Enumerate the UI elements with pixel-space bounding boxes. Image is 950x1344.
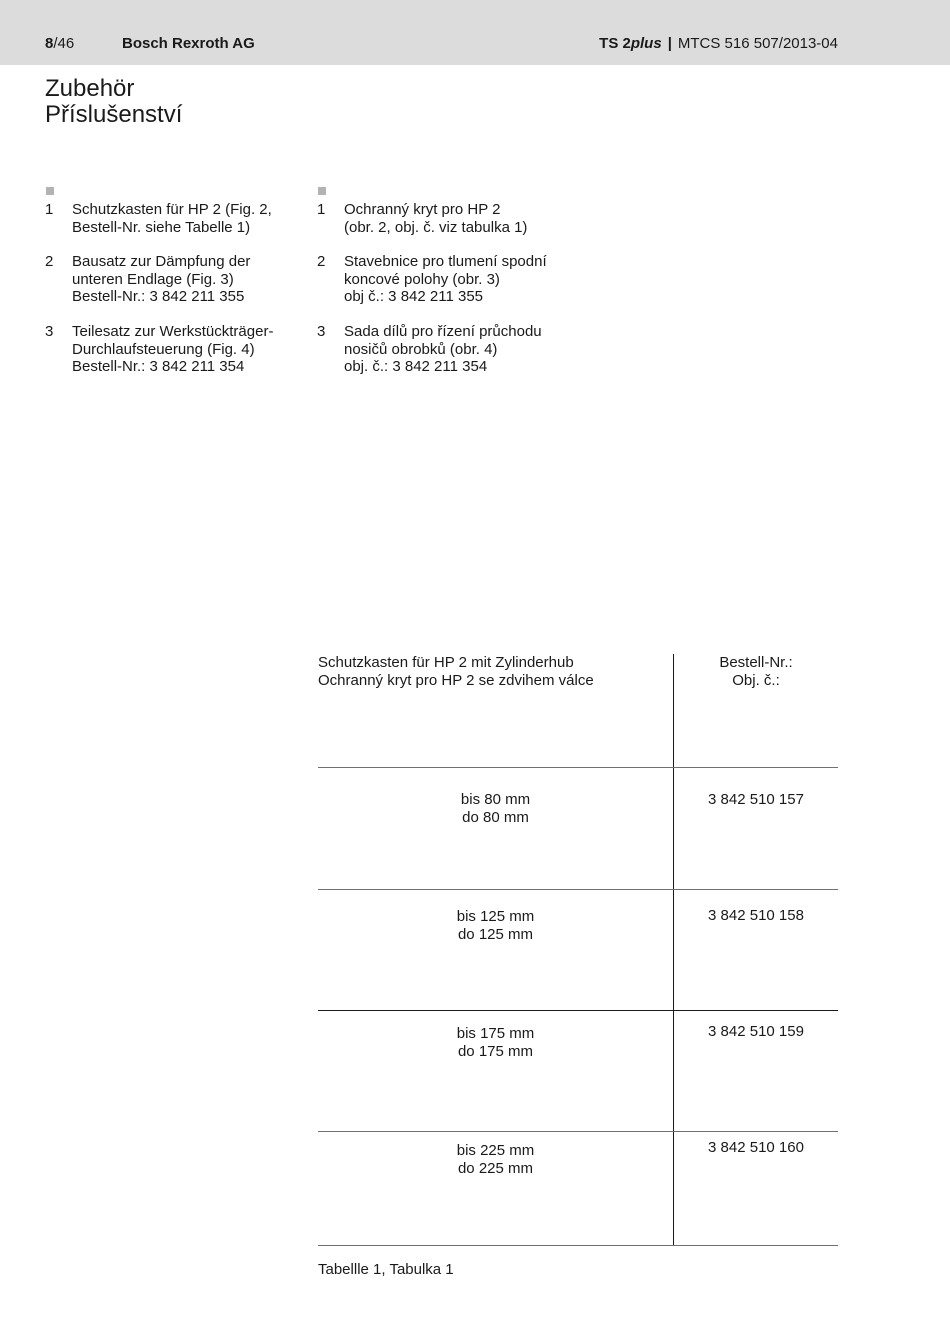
document-id (599, 35, 838, 53)
doc-number: MTCS 516 507/2013-04 (677, 35, 838, 52)
table-row-3-order-no: 3 842 510 159 (708, 1023, 804, 1040)
stroke-cs: do 80 mm (462, 808, 529, 826)
company-name: Bosch Rexroth AG (122, 35, 255, 52)
table-row-4-order-no: 3 842 510 160 (708, 1139, 804, 1156)
table-caption: Tabellle 1, Tabulka 1 (318, 1261, 454, 1278)
stroke-de: bis 125 mm (456, 908, 535, 925)
item-text: Ochranný kryt pro HP 2 (obr. 2, obj. č. viz tabulka 1) (344, 201, 528, 236)
header-stroke-de: Schutzkasten für HP 2 mit Zylinderhub (318, 654, 574, 671)
stroke-cs: do 225 mm (457, 1159, 534, 1177)
page-title (45, 76, 182, 128)
order-table (318, 654, 838, 1246)
item-text: Teilesatz zur Werkstückträger- Durchlaufsteuerung (Fig. 4) Bestell-Nr.: 3 842 211 354 (72, 323, 274, 376)
stroke-de: bis 175 mm (456, 1025, 535, 1042)
table-row-4-stroke (318, 1142, 673, 1177)
item-number: 3 (45, 323, 54, 340)
table-row-2-stroke (318, 908, 673, 943)
table-row-1-order-no: 3 842 510 157 (708, 791, 804, 808)
header-order-de: Bestell-Nr.: (719, 654, 793, 671)
product-suffix: plus (630, 35, 662, 52)
accessories-list-de (45, 201, 310, 381)
item-text: Sada dílů pro řízení průchodu nosičů obrobků (obr. 4) obj. č.: 3 842 211 354 (344, 323, 542, 376)
item-number: 1 (317, 201, 326, 218)
product-name (599, 35, 662, 52)
table-row-1-stroke (318, 791, 673, 826)
accessories-list-cs (317, 201, 597, 381)
page-header (0, 0, 950, 65)
item-number: 2 (45, 253, 54, 270)
table-header-order-no (674, 654, 838, 689)
page-number (45, 35, 74, 53)
header-stroke-cs: Ochranný kryt pro HP 2 se zdvihem válce (318, 671, 594, 689)
stroke-cs: do 125 mm (457, 925, 534, 943)
table-row-2-order-no: 3 842 510 158 (708, 907, 804, 924)
item-text: Bausatz zur Dämpfung der unteren Endlage (Fig. 3) Bestell-Nr.: 3 842 211 355 (72, 253, 251, 306)
table-bottom-rule (318, 1245, 838, 1246)
product-prefix: TS 2 (599, 35, 631, 52)
stroke-de: bis 80 mm (460, 791, 531, 808)
stroke-de: bis 225 mm (456, 1142, 535, 1159)
item-text: Schutzkasten für HP 2 (Fig. 2, Bestell-Nr. siehe Tabelle 1) (72, 201, 272, 236)
section-bullet-cs (318, 187, 326, 195)
header-order-cs: Obj. č.: (732, 671, 780, 689)
row-divider (318, 767, 838, 768)
table-row-3-stroke (318, 1025, 673, 1060)
section-bullet-de (46, 187, 54, 195)
table-header-stroke (318, 654, 668, 689)
stroke-cs: do 175 mm (457, 1042, 534, 1060)
page-total: /46 (53, 35, 75, 52)
item-text: Stavebnice pro tlumení spodní koncové polohy (obr. 3) obj č.: 3 842 211 355 (344, 253, 547, 306)
title-cs: Příslušenství (45, 101, 183, 128)
row-divider (318, 1131, 838, 1132)
item-number: 2 (317, 253, 326, 270)
column-divider (673, 654, 674, 1246)
item-number: 1 (45, 201, 54, 218)
page-current: 8 (45, 35, 54, 52)
header-separator: | (667, 35, 672, 52)
title-de: Zubehör (45, 75, 135, 102)
row-divider (318, 1010, 838, 1011)
item-number: 3 (317, 323, 326, 340)
row-divider (318, 889, 838, 890)
